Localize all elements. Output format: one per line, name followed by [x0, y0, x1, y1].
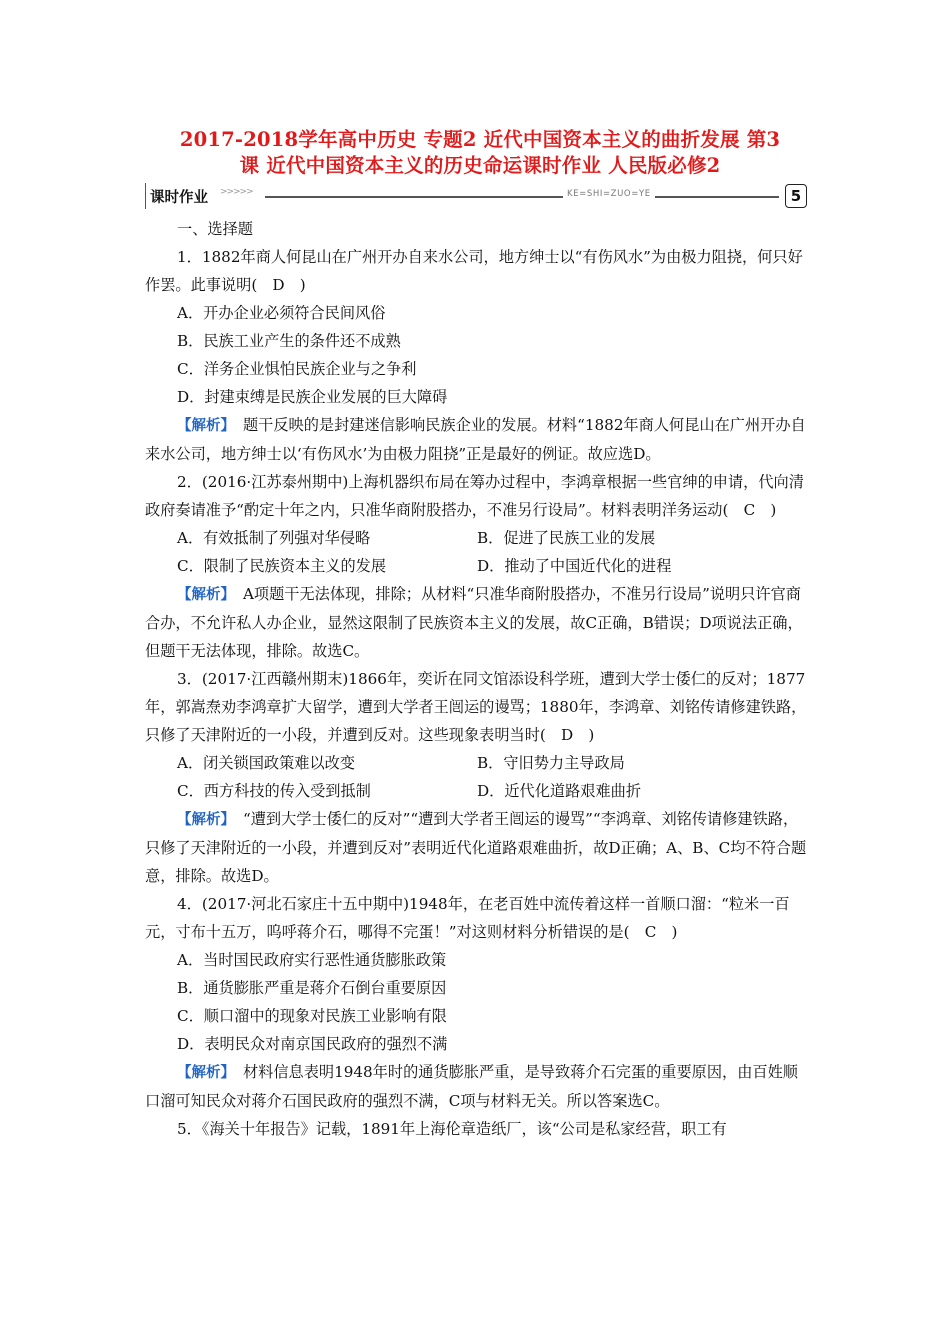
document-title-line-2: 课 近代中国资本主义的历史命运课时作业 人民版必修2 [239, 154, 721, 177]
question-2-stem: 2．(2016·江苏泰州期中)上海机器织布局在筹办过程中，李鸿章根据一些官绅的申请，代向清政府奏请准予“酌定十年之内，只准华商附股搭办，不准另行设局”。材料表明洋务运动( C ) [145, 473, 804, 519]
question-3-option-d: D．近代化道路艰难曲折 [477, 782, 642, 800]
question-2-option-c: C．限制了民族资本主义的发展 [177, 557, 387, 575]
analysis-label: 【解析】 [177, 1065, 228, 1081]
question-5-stem: 5．《海关十年报告》记载，1891年上海伦章造纸厂，该“公司是私家经营，职工有 [177, 1120, 727, 1138]
question-4-analysis [145, 1058, 807, 1115]
analysis-label: 【解析】 [177, 587, 228, 603]
question-4-stem: 4．(2017·河北石家庄十五中期中)1948年，在老百姓中流传着这样一首顺口溜：“粒米一百元，寸布十五万，呜呼蒋介石，哪得不完蛋！”对这则材料分析错误的是( C ) [145, 895, 790, 941]
homework-label: 课时作业 [150, 190, 208, 206]
pinyin-label: KE=SHI=ZUO=YE [563, 189, 655, 199]
question-3-options-row-2 [145, 777, 807, 805]
document-title-line-1: 2017-2018学年高中历史 专题2 近代中国资本主义的曲折发展 第3 [179, 128, 781, 151]
analysis-text: 题干反映的是封建迷信影响民族企业的发展。材料“1882年商人何昆山在广州开办自来水公司，地方绅士以‘有伤风水’为由极力阻挠”正是最好的例证。故应选D。 [145, 416, 806, 463]
analysis-label: 【解析】 [177, 418, 228, 434]
arrows-decoration: >>>>> [220, 187, 253, 197]
question-2-option-d: D．推动了中国近代化的进程 [477, 557, 672, 575]
question-1-option-d: D．封建束缚是民族企业发展的巨大障碍 [177, 388, 448, 406]
question-2-analysis [145, 580, 807, 665]
question-1-analysis [145, 411, 807, 468]
question-2-option-b: B．促进了民族工业的发展 [477, 529, 656, 547]
question-2-option-a: A．有效抵制了列强对华侵略 [177, 529, 371, 547]
question-3-stem: 3．(2017·江西赣州期末)1866年，奕䜣在同文馆添设科学班，遭到大学士倭仁的反对；1877年，郭嵩焘劝李鸿章扩大留学，遭到大学者王闿运的谩骂；1880年，李鸿章、刘铭传请修建铁路，只修了天津附近的一小段，并遭到反对。这些现象表明当时( D ) [145, 670, 807, 744]
question-1-option-c: C．洋务企业惧怕民族企业与之争利 [177, 360, 417, 378]
question-4-option-d: D．表明民众对南京国民政府的强烈不满 [177, 1035, 448, 1053]
header-rule [265, 196, 779, 198]
question-3-options-row-1 [145, 749, 807, 777]
question-4-option-a: A．当时国民政府实行恶性通货膨胀政策 [177, 951, 447, 969]
question-1-option-a: A．开办企业必须符合民间风俗 [177, 304, 386, 322]
question-1-option-b: B．民族工业产生的条件还不成熟 [177, 332, 401, 350]
question-3-option-a: A．闭关锁国政策难以改变 [177, 754, 356, 772]
question-content [145, 215, 807, 1143]
question-4-option-b: B．通货膨胀严重是蒋介石倒台重要原因 [177, 979, 447, 997]
analysis-label: 【解析】 [177, 812, 228, 828]
analysis-text: 材料信息表明1948年时的通货膨胀严重，是导致蒋介石完蛋的重要原因，由百姓顺口溜可知民众对蒋介石国民政府的强烈不满，C项与材料无关。所以答案选C。 [145, 1063, 798, 1110]
homework-header-bar [145, 183, 807, 211]
analysis-text: A项题干无法体现，排除；从材料“只准华商附股搭办，不准另行设局”说明只许官商合办，不允许私人办企业，显然这限制了民族资本主义的发展，故C正确，B错误；D项说法正确，但题干无法体现，排除。故选C。 [145, 585, 803, 660]
question-4-option-c: C．顺口溜中的现象对民族工业影响有限 [177, 1007, 447, 1025]
question-2-options-row-2 [145, 552, 807, 580]
question-1-stem: 1．1882年商人何昆山在广州开办自来水公司，地方绅士以“有伤风水”为由极力阻挠，何只好作罢。此事说明( D ) [145, 248, 803, 294]
analysis-text: “遭到大学士倭仁的反对”“遭到大学者王闿运的谩骂”“李鸿章、刘铭传请修建铁路，只修了天津附近的一小段，并遭到反对”表明近代化道路艰难曲折，故D正确；A、B、C均不符合题意，排除。故选D。 [145, 810, 807, 885]
section-heading: 一、选择题 [177, 220, 253, 238]
question-3-analysis [145, 805, 807, 890]
page-number-badge: 5 [785, 184, 807, 208]
question-3-option-c: C．西方科技的传入受到抵制 [177, 782, 371, 800]
question-3-option-b: B．守旧势力主导政局 [477, 754, 625, 772]
question-2-options-row-1 [145, 524, 807, 552]
